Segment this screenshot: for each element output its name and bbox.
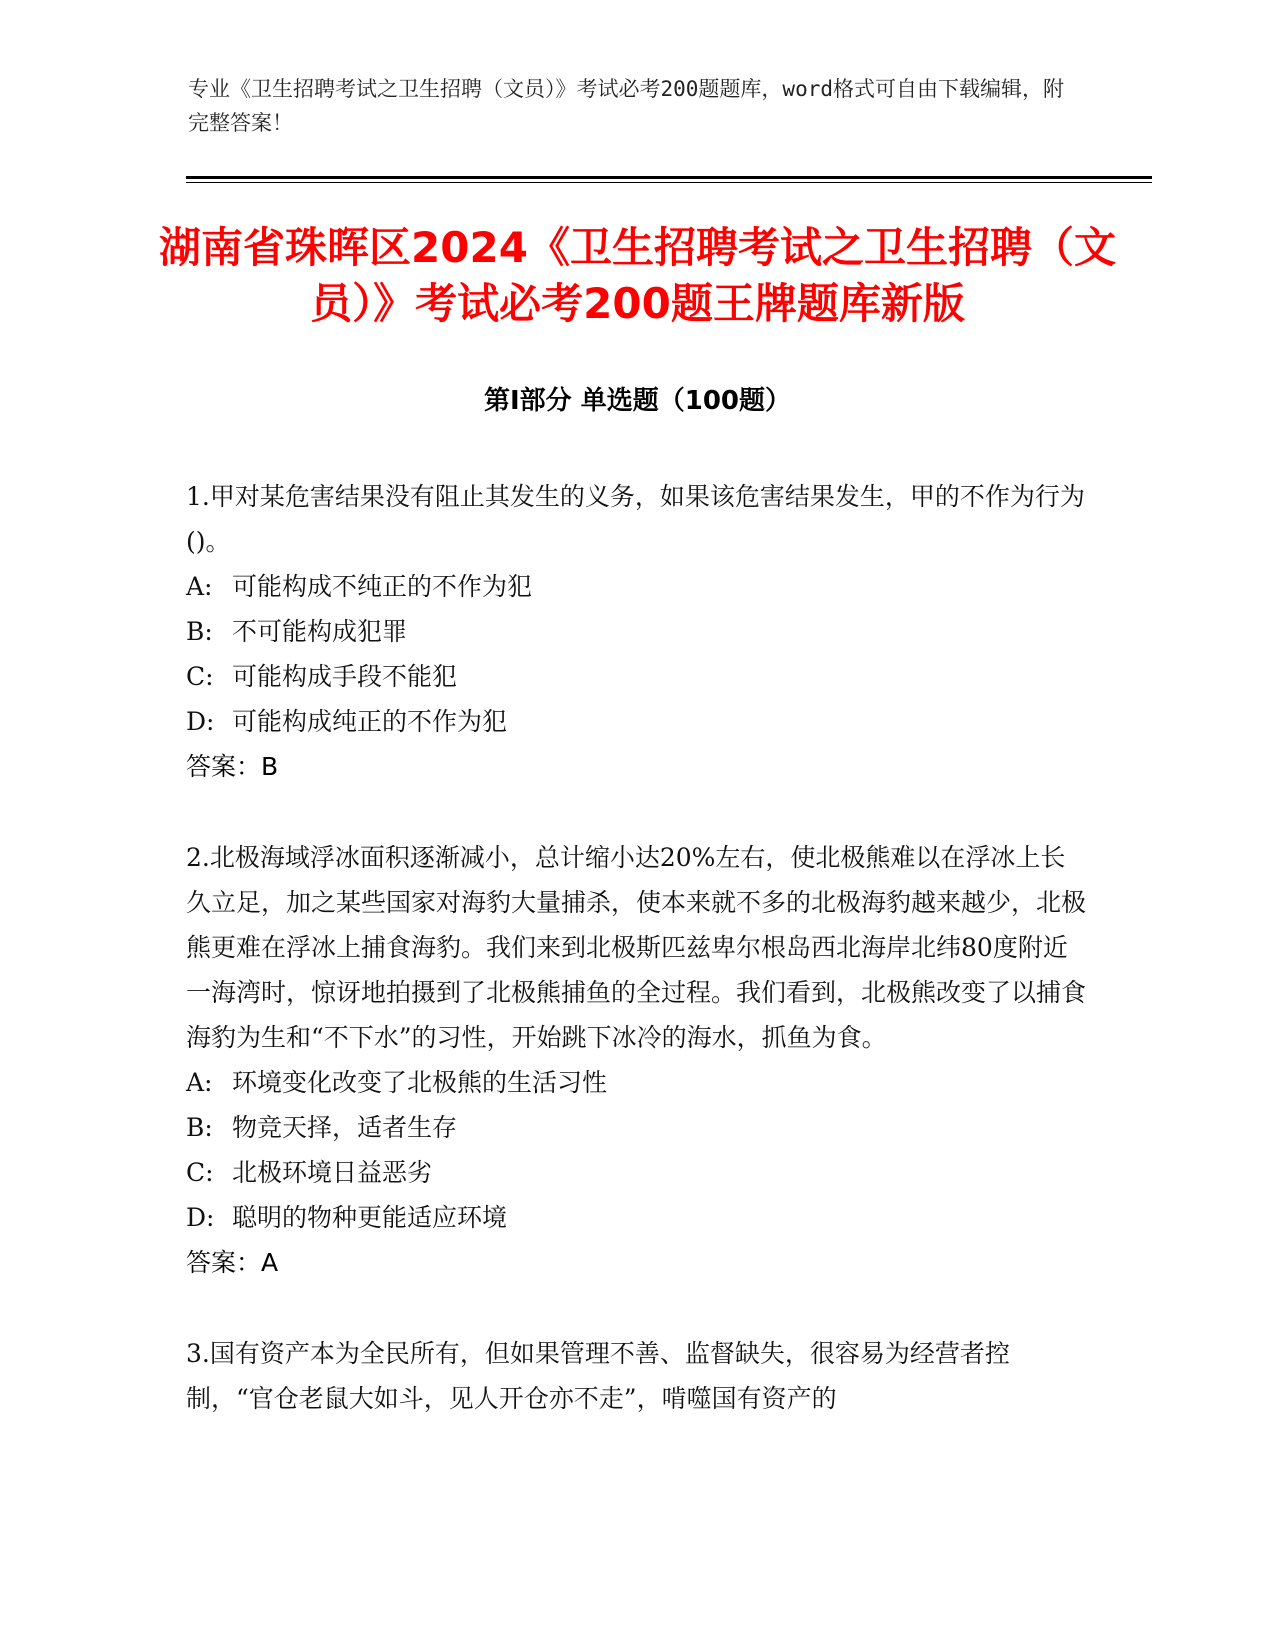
option-c — [186, 654, 1086, 699]
header-note: 专业《卫生招聘考试之卫生招聘（文员）》考试必考200题题库，word格式可自由下载编辑，附完整答案！ — [188, 77, 1064, 135]
question-stem: 1.甲对某危害结果没有阻止其发生的义务，如果该危害结果发生，甲的不作为行为()。 — [186, 482, 1085, 556]
answer-label: 答案： — [186, 1248, 262, 1277]
option-c — [186, 1150, 1086, 1195]
option-text: 北极环境日益恶劣 — [232, 1158, 433, 1187]
option-letter: B: — [186, 1113, 213, 1142]
answer-line — [186, 1240, 1086, 1285]
option-text: 可能构成纯正的不作为犯 — [232, 707, 508, 736]
header-divider-thick — [186, 176, 1152, 179]
option-text: 可能构成不纯正的不作为犯 — [232, 572, 533, 601]
option-b — [186, 1105, 1086, 1150]
option-d — [186, 1195, 1086, 1240]
option-text: 环境变化改变了北极熊的生活习性 — [232, 1068, 608, 1097]
option-a — [186, 1060, 1086, 1105]
option-a — [186, 564, 1086, 609]
option-text: 可能构成手段不能犯 — [232, 662, 458, 691]
answer-value: B — [261, 752, 279, 781]
option-text: 聪明的物种更能适应环境 — [232, 1203, 508, 1232]
question-1 — [186, 474, 1086, 789]
answer-line — [186, 744, 1086, 789]
option-letter: A: — [186, 1068, 213, 1097]
question-2 — [186, 835, 1086, 1285]
option-letter: C: — [186, 662, 214, 691]
option-text: 物竞天择，适者生存 — [232, 1113, 458, 1142]
question-stem: 2.北极海域浮冰面积逐渐减小，总计缩小达20%左右，使北极熊难以在浮冰上长久立足，加之某些国家对海豹大量捕杀，使本来就不多的北极海豹越来越少，北极熊更难在浮冰上捕食海豹。我们来到北极斯匹兹卑尔根岛西北海岸北纬80度附近一海湾时，惊讶地拍摄到了北极熊捕鱼的全过程。我们看到，北极熊改变了以捕食海豹为生和“不下水”的习性，开始跳下冰冷的海水，抓鱼为食。 — [186, 843, 1087, 1052]
answer-value: A — [261, 1248, 279, 1277]
document-title: 湖南省珠晖区2024《卫生招聘考试之卫生招聘（文员）》考试必考200题王牌题库新版 — [159, 223, 1116, 328]
option-letter: A: — [186, 572, 213, 601]
header-divider-thin — [186, 182, 1152, 183]
option-letter: B: — [186, 617, 213, 646]
question-list — [186, 474, 1086, 1467]
option-text: 不可能构成犯罪 — [232, 617, 408, 646]
answer-label: 答案： — [186, 752, 262, 781]
question-3 — [186, 1331, 1086, 1421]
option-letter: C: — [186, 1158, 214, 1187]
question-stem: 3.国有资产本为全民所有，但如果管理不善、监督缺失，很容易为经营者控制，“官仓老鼠大如斗，见人开仓亦不走”，啃噬国有资产的 — [186, 1339, 1010, 1413]
option-b — [186, 609, 1086, 654]
option-letter: D: — [186, 707, 215, 736]
section-title: 第Ⅰ部分 单选题（100题） — [484, 386, 791, 416]
option-d — [186, 699, 1086, 744]
option-letter: D: — [186, 1203, 215, 1232]
